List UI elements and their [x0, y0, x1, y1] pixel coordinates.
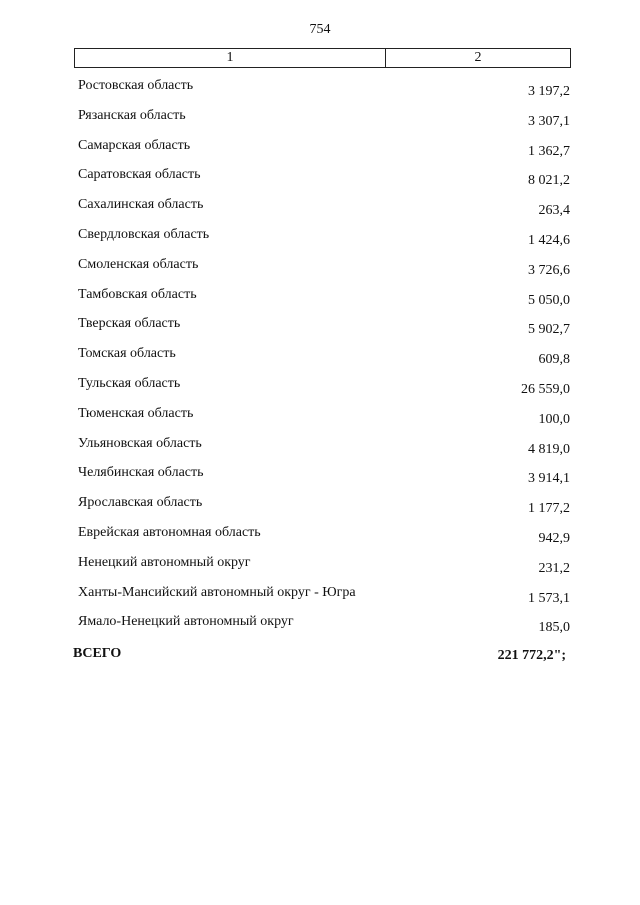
region-name: Свердловская область: [78, 226, 210, 242]
table-row: [0, 461, 640, 491]
region-name: Ульяновская область: [78, 435, 202, 451]
region-name: Ростовская область: [78, 78, 194, 93]
region-value: 1 424,6: [528, 232, 570, 248]
region-value: 609,8: [538, 352, 570, 368]
table-row: [0, 283, 640, 313]
table-row: [0, 432, 640, 462]
region-value: 263,4: [538, 203, 570, 219]
total-row: [0, 646, 640, 670]
table-body: [0, 74, 640, 640]
region-name: Ярославская область: [78, 495, 203, 511]
region-value: 100,0: [538, 411, 570, 427]
table-row: [0, 312, 640, 342]
header-column-2: 2: [474, 50, 482, 65]
table-row: [0, 551, 640, 581]
region-value: 231,2: [538, 560, 570, 576]
region-name: Тульская область: [78, 375, 181, 391]
table-row: [0, 610, 640, 640]
table-row: [0, 521, 640, 551]
region-name: Тюменская область: [78, 405, 194, 421]
table-row: [0, 193, 640, 223]
region-value: 26 559,0: [521, 381, 570, 397]
table-row: [0, 372, 640, 402]
region-name: Ненецкий автономный округ: [78, 554, 251, 570]
region-name: Еврейская автономная область: [78, 524, 261, 540]
region-name: Рязанская область: [78, 107, 186, 123]
table-row: [0, 253, 640, 283]
table-row: [0, 134, 640, 164]
table-row: [0, 104, 640, 134]
region-value: 3 307,1: [528, 113, 570, 129]
region-name: Саратовская область: [78, 167, 201, 183]
region-value: 8 021,2: [528, 173, 570, 189]
table-row: [0, 163, 640, 193]
region-value: 4 819,0: [528, 441, 570, 457]
region-value: 185,0: [538, 620, 570, 636]
region-value: 1 573,1: [528, 590, 570, 606]
region-name: Томская область: [78, 346, 176, 362]
region-value: 1 362,7: [528, 143, 570, 159]
header-column-1: 1: [75, 49, 386, 67]
region-name: Сахалинская область: [78, 197, 204, 213]
table-row: [0, 223, 640, 253]
region-value: 942,9: [538, 530, 570, 546]
region-value: 5 050,0: [528, 292, 570, 308]
total-label: ВСЕГО: [73, 646, 122, 661]
total-value: 221 772,2";: [497, 648, 566, 663]
region-name: Тамбовская область: [78, 286, 197, 302]
table-header: [74, 48, 571, 68]
region-value: 5 902,7: [528, 322, 570, 338]
region-value: 3 197,2: [528, 84, 570, 99]
region-value: 3 914,1: [528, 471, 570, 487]
region-name: Смоленская область: [78, 256, 199, 272]
table-row: [0, 342, 640, 372]
region-value: 3 726,6: [528, 262, 570, 278]
table-row: [0, 491, 640, 521]
table-row: [0, 74, 640, 104]
region-value: 1 177,2: [528, 501, 570, 517]
region-name: Самарская область: [78, 137, 191, 153]
region-name: Ханты-Мансийский автономный округ - Югра: [78, 584, 356, 600]
table-row: [0, 581, 640, 611]
table-row: [0, 402, 640, 432]
region-name: Ямало-Ненецкий автономный округ: [78, 614, 294, 630]
region-name: Тверская область: [78, 316, 181, 332]
page-number: 754: [309, 22, 331, 37]
region-name: Челябинская область: [78, 465, 204, 481]
